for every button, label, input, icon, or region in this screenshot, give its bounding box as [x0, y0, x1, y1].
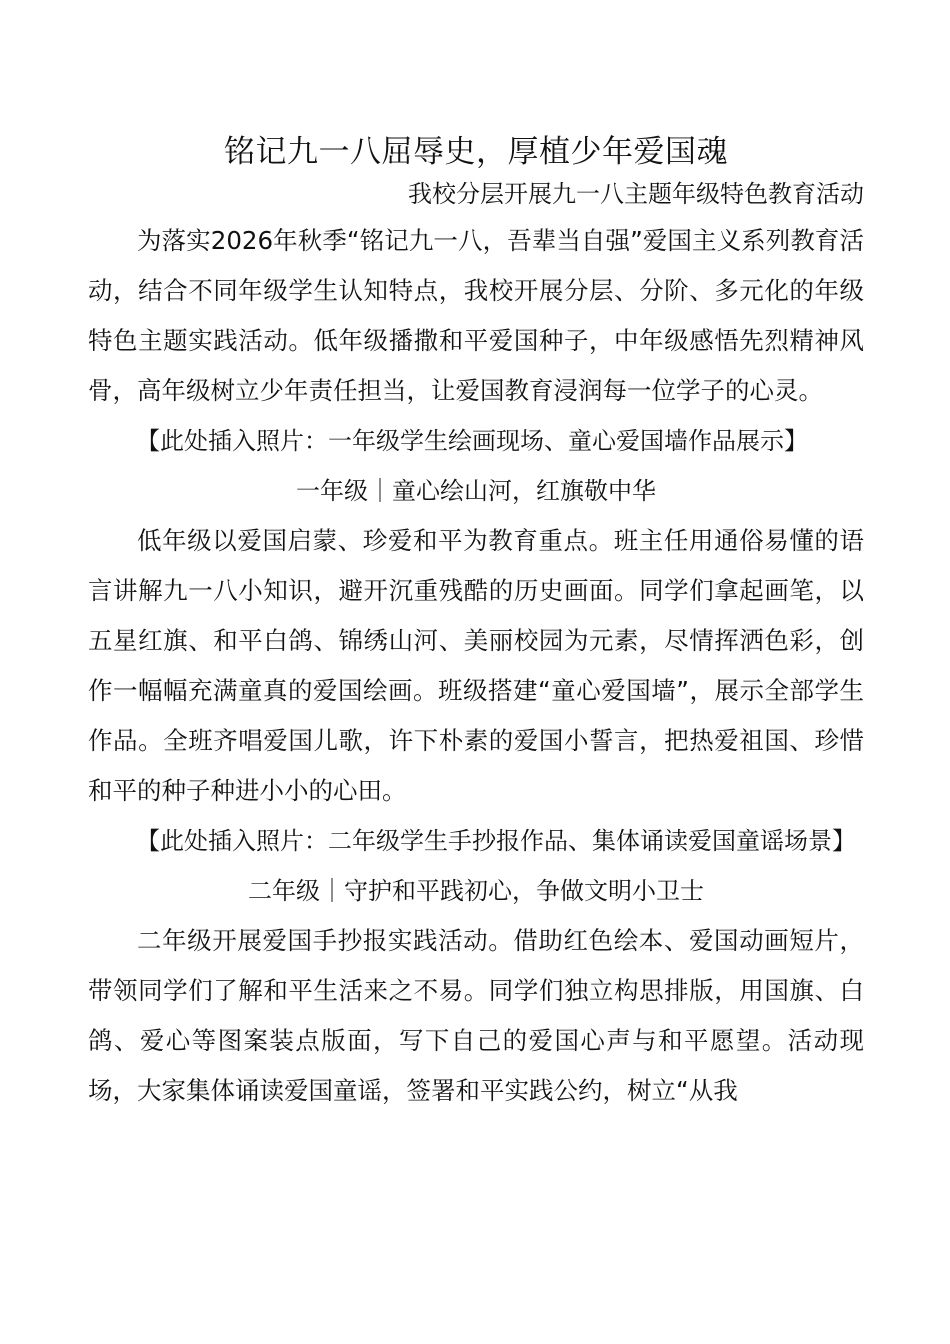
document-page — [88, 126, 864, 1116]
photo-placeholder-note: 【此处插入照片：二年级学生手抄报作品、集体诵读爱国童谣场景】 — [136, 827, 856, 855]
section-heading-grade-1: 一年级｜童心绘山河，红旗敬中华 — [296, 477, 656, 505]
photo-placeholder-note: 【此处插入照片：一年级学生绘画现场、童心爱国墙作品展示】 — [136, 427, 808, 455]
section-body-grade-2: 二年级开展爱国手抄报实践活动。借助红色绘本、爱国动画短片，带领同学们了解和平生活来之不易。同学们独立构思排版，用国旗、白鸽、爱心等图案装点版面，写下自己的爱国心声与和平愿望。活动现场，大家集体诵读爱国童谣，签署和平实践公约，树立“从我 — [88, 926, 864, 1105]
document-subtitle: 我校分层开展九一八主题年级特色教育活动 — [408, 180, 864, 208]
section-body-grade-1: 低年级以爱国启蒙、珍爱和平为教育重点。班主任用通俗易懂的语言讲解九一八小知识，避开沉重残酷的历史画面。同学们拿起画笔，以五星红旗、和平白鸽、锦绣山河、美丽校园为元素，尽情挥洒色彩，创作一幅幅充满童真的爱国绘画。班级搭建“童心爱国墙”，展示全部学生作品。全班齐唱爱国儿歌，许下朴素的爱国小誓言，把热爱祖国、珍惜和平的种子种进小小的心田。 — [88, 526, 864, 805]
intro-paragraph: 为落实2026年秋季“铭记九一八，吾辈当自强”爱国主义系列教育活动，结合不同年级学生认知特点，我校开展分层、分阶、多元化的年级特色主题实践活动。低年级播撒和平爱国种子，中年级感悟先烈精神风骨，高年级树立少年责任担当，让爱国教育浸润每一位学子的心灵。 — [88, 226, 864, 405]
section-heading-grade-2: 二年级｜守护和平践初心，争做文明小卫士 — [248, 877, 704, 905]
document-title: 铭记九一八屈辱史，厚植少年爱国魂 — [224, 134, 728, 170]
